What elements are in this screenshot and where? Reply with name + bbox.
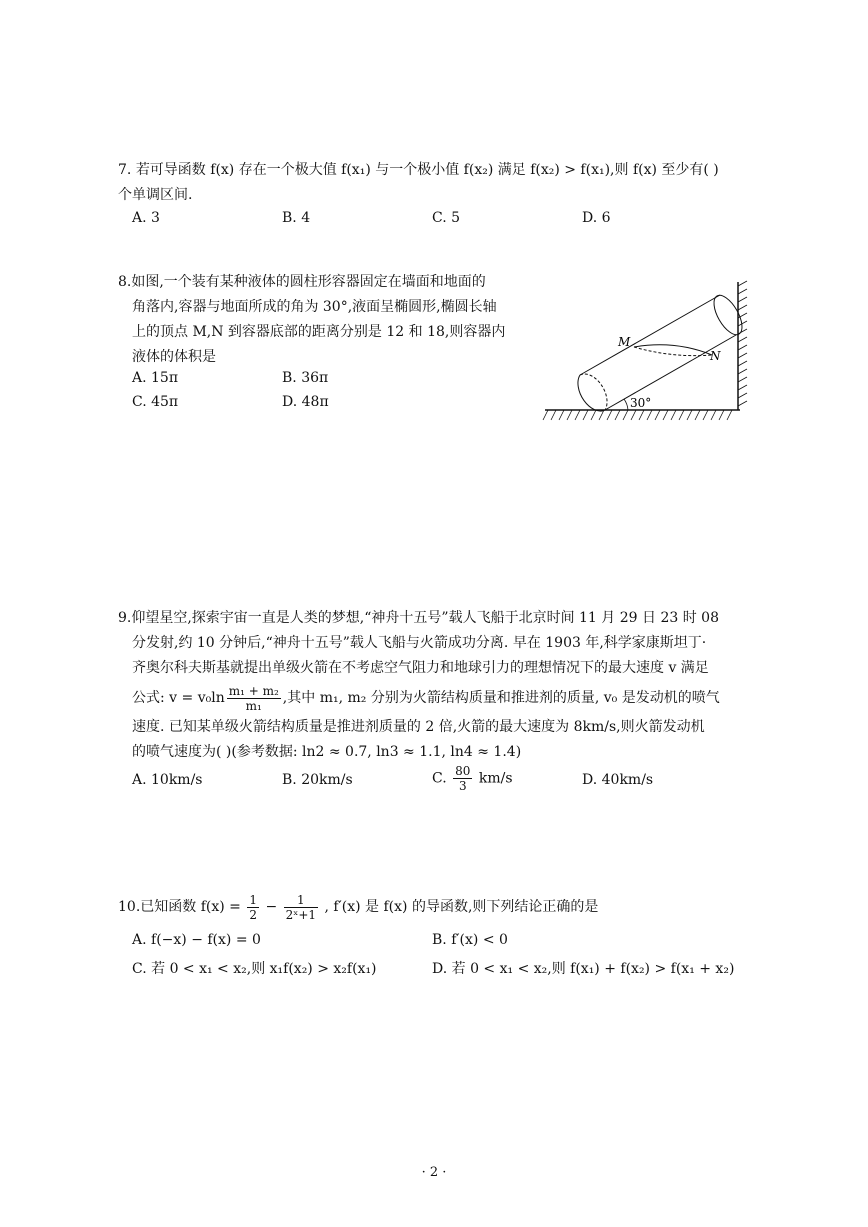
question-9-line-5: 速度. 已知某单级火箭结构质量是推进剂质量的 2 倍,火箭的最大速度为 8km/s,则火箭发动机: [132, 719, 705, 735]
q10-option-a[interactable]: A. f(−x) − f(x) = 0: [132, 932, 261, 948]
angle-label: 30°: [630, 396, 652, 410]
q8-option-b[interactable]: B. 36π: [282, 370, 329, 386]
question-9-line-4: 公式: v = v₀ln $\frac{\text{m₁ + m₂}}{\text{m₁}}$ ,其中 m₁, m₂ 分别为火箭结构质量和推进剂的质量, v₀ 是发动机的喷气: [132, 683, 720, 713]
q9-option-d[interactable]: D. 40km/s: [582, 772, 654, 788]
rocket-formula-fraction: $\frac{\text{m₁ + m₂}}{\text{m₁}}$: [228, 683, 279, 713]
q9-option-a[interactable]: A. 10km/s: [132, 772, 203, 788]
label-m: M: [618, 335, 631, 349]
question-8-line-2: 角落内,容器与地面所成的角为 30°,液面呈椭圆形,椭圆长轴: [132, 299, 497, 315]
question-8-line-3: 上的顶点 M,N 到容器底部的距离分别是 12 和 18,则容器内: [132, 324, 506, 340]
question-10-stem: 10.已知函数 f(x) = $\frac{1}{2}$ − $\frac{1}{\text{2ˣ+1}}$ , f′(x) 是 f(x) 的导函数,则下列结论正确的是: [118, 892, 599, 922]
q9-option-b[interactable]: B. 20km/s: [282, 772, 353, 788]
question-9-line-1: 9.仰望星空,探索宇宙一直是人类的梦想,“神舟十五号”载人飞船于北京时间 11 月 29 日 23 时 08: [118, 610, 719, 626]
question-9-line-3: 齐奥尔科夫斯基就提出单级火箭在不考虑空气阻力和地球引力的理想情况下的最大速度 v 满足: [132, 660, 709, 676]
question-9-line-6: 的喷气速度为( )(参考数据: ln2 ≈ 0.7, ln3 ≈ 1.1, ln4 ≈ 1.4): [132, 744, 522, 760]
q10-option-b[interactable]: B. f′(x) < 0: [432, 932, 508, 948]
page-number: · 2 ·: [421, 1165, 447, 1180]
question-7-line-2: 个单调区间.: [118, 187, 193, 203]
question-9: [118, 606, 758, 765]
question-8: [118, 270, 538, 370]
q7-option-b[interactable]: B. 4: [282, 210, 311, 226]
question-9-line-2: 分发射,约 10 分钟后,“神舟十五号”载人飞船与火箭成功分离. 早在 1903 年,科学家康斯坦丁·: [132, 635, 707, 651]
question-8-line-1: 8.如图,一个装有某种液体的圆柱形容器固定在墙面和地面的: [118, 274, 486, 290]
question-10: [118, 890, 758, 924]
q7-option-c[interactable]: C. 5: [432, 210, 461, 226]
q7-option-a[interactable]: A. 3: [132, 210, 160, 226]
question-7: [118, 158, 758, 208]
q10-option-c[interactable]: C. 若 0 < x₁ < x₂,则 x₁f(x₂) > x₂f(x₁): [132, 961, 377, 977]
q7-option-d[interactable]: D. 6: [582, 210, 611, 226]
q8-option-a[interactable]: A. 15π: [132, 370, 179, 386]
label-n: N: [710, 349, 721, 363]
cylinder-figure: [540, 280, 760, 425]
question-8-line-4: 液体的体积是: [132, 349, 216, 365]
q8-option-c[interactable]: C. 45π: [132, 394, 179, 410]
question-7-line-1: 7. 若可导函数 f(x) 存在一个极大值 f(x₁) 与一个极小值 f(x₂) 满足 f(x₂) > f(x₁),则 f(x) 至少有( ): [118, 162, 719, 178]
q8-option-d[interactable]: D. 48π: [282, 394, 329, 410]
q10-option-d[interactable]: D. 若 0 < x₁ < x₂,则 f(x₁) + f(x₂) > f(x₁ + x₂): [432, 961, 735, 977]
q9-option-c[interactable]: C. $\frac{80}{3}$ km/s: [432, 764, 513, 793]
